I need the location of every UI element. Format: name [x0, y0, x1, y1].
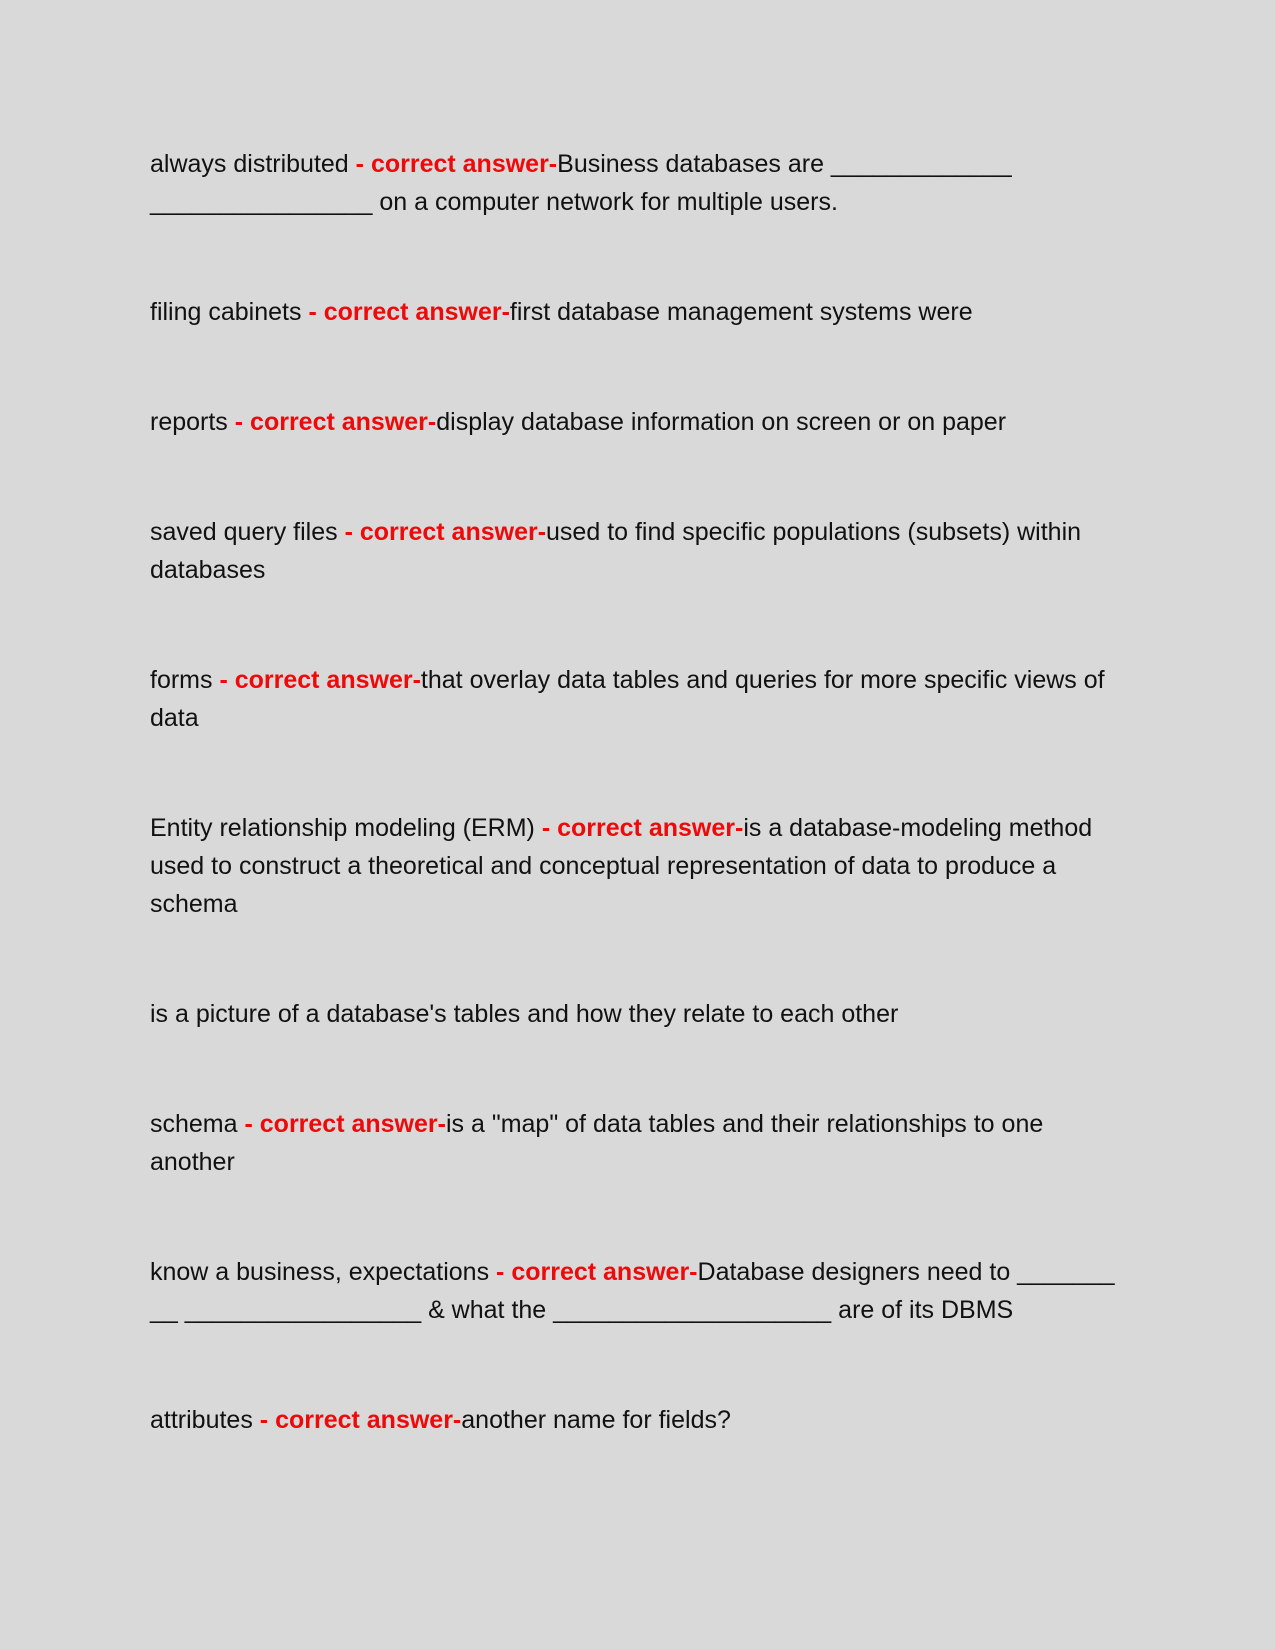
entry-definition: is a "map" of data tables and their relationships to one another: [150, 1110, 1044, 1176]
entry-text: is a picture of a database's tables and how they relate to each other: [150, 1000, 899, 1028]
correct-answer-label: - correct answer-: [234, 408, 437, 436]
entry-term: know a business, expectations: [150, 1258, 490, 1286]
correct-answer-label: - correct answer-: [259, 1406, 462, 1434]
flashcard-entry: [150, 1401, 1115, 1439]
entry-definition: Business databases are _____________ ________________ on a computer network for multiple users.: [150, 150, 1012, 216]
entry-definition: Database designers need to _______ __ _________________ & what the ____________________ are of its DBMS: [150, 1258, 1115, 1324]
entry-definition: another name for fields?: [461, 1406, 731, 1434]
correct-answer-label: - correct answer-: [219, 666, 421, 694]
correct-answer-label: - correct answer-: [244, 1110, 446, 1138]
entry-definition: display database information on screen or on paper: [436, 408, 1007, 436]
entry-term: schema: [150, 1110, 238, 1138]
flashcard-entry: [150, 809, 1115, 923]
correct-answer-label: - correct answer-: [496, 1258, 698, 1286]
entry-term: forms: [150, 666, 213, 694]
correct-answer-label: - correct answer-: [344, 518, 547, 546]
correct-answer-label: - correct answer-: [541, 814, 744, 842]
flashcard-entry-plain: [150, 995, 1115, 1033]
entry-definition: used to find specific populations (subsets) within databases: [150, 518, 1082, 584]
flashcard-entry: [150, 145, 1115, 221]
flashcard-entry: [150, 1253, 1115, 1329]
entry-term: always distributed: [150, 150, 349, 178]
correct-answer-label: - correct answer-: [355, 150, 558, 178]
entry-term: reports: [150, 408, 228, 436]
flashcard-entry: [150, 513, 1115, 589]
flashcard-entry: [150, 403, 1115, 441]
correct-answer-label: - correct answer-: [308, 298, 510, 326]
flashcard-document: [150, 145, 1115, 1439]
flashcard-entry: [150, 293, 1115, 331]
flashcard-entry: [150, 661, 1115, 737]
flashcard-entry: [150, 1105, 1115, 1181]
entry-term: Entity relationship modeling (ERM): [150, 814, 535, 842]
entry-term: saved query files: [150, 518, 338, 546]
entry-definition: that overlay data tables and queries for more specific views of data: [150, 666, 1105, 732]
entry-definition: first database management systems were: [509, 298, 973, 326]
entry-term: filing cabinets: [150, 298, 302, 326]
entry-definition: is a database-modeling method used to construct a theoretical and conceptual representation of data to produce a schema: [150, 814, 1093, 918]
entry-term: attributes: [150, 1406, 253, 1434]
